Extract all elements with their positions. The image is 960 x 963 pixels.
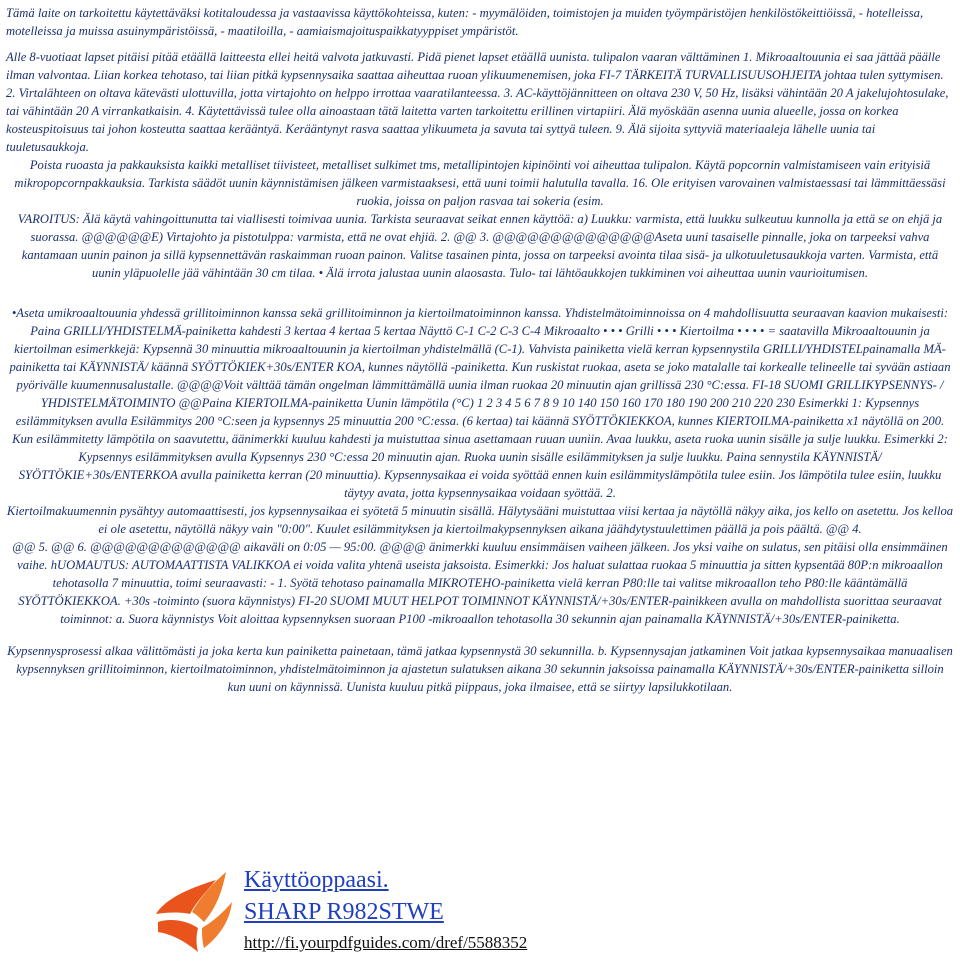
model-link[interactable]: SHARP R982STWE: [244, 899, 444, 925]
paragraph-metal-seals: Poista ruoasta ja pakkauksista kaikki metalliset tiivisteet, metalliset sulkimet tms, metallipintojen kipinöinti voi aiheuttaa tulipalon. Käytä popcornin valmistamiseen vain erityisiä mikropopcornpakkauksia. Tarkista säädöt uunin käynnistämisen jälkeen varmistaaksesi, että uuni toimii halutulla tavalla. 16. Ole erityisen varovainen valmistaessasi tai lämmittäessäsi ruokia, joissa on paljon rasvaa tai sokeria (esim.: [14, 158, 946, 208]
paragraph-multi-stage: @@ 5. @@ 6. @@@@@@@@@@@@@ aikaväli on 0:05 — 95:00. @@@@ änimerkki kuuluu ensimmäisen vaiheen jälkeen. Jos yksi vaihe on sulatus, sen pitäisi olla ensimmäinen vaihe. hUOMAUTUS: AUTOMAATTISTA VALIKKOA ei voida valita yhtenä useista jaksoista. Esimerkki: Jos haluat sulattaa ruokaa 5 minuuttia ja sitten kypsentää 80P:n mikroaallon tehotasolla 7 minuuttia, toimi seuraavasti: - 1. Syötä tehotaso painamalla MIKROTEHO-painiketta vielä kerran P80:lle tai valitse mikroaallon teho P80:lle kääntämällä SYÖTTÖKIEKKOA. +30s -toiminto (suora käynnistys) FI-20 SUOMI MUUT HELPOT TOIMINNOT KÄYNNISTÄ/+30s/ENTER-painikkeen avulla on mahdollista suorittaa seuraavat toiminnot: a. Suora käynnistys Voit aloittaa kypsennyksen suoraan P100 -mikroaallon tehotasolla 30 sekunnin ajan painamalla KÄYNNISTÄ/+30s/ENTER-painiketta.: [12, 540, 948, 626]
paragraph-convection-stop: Kiertoilmakuumennin pysähtyy automaattisesti, jos kypsennysaikaa ei syötetä 5 minuutin sisällä. Hälytysääni muistuttaa viisi kertaa ja näytöllä näkyy aika, jos kello on asetettu. Jos kelloa ei ole asetettu, näytöllä näkyy vain "0:00". Kuulet esilämmityksen ja kiertoilmakypsennyksen aikana jäähdytystuulettimen päällä ja pois päältä. @@ 4.: [6, 504, 954, 536]
guide-url-link[interactable]: http://fi.yourpdfguides.com/dref/5588352: [244, 933, 528, 952]
footer-links: [244, 864, 527, 956]
paragraph-child-safety: Alle 8-vuotiaat lapset pitäisi pitää etäällä laitteesta ellei heitä valvota jatkuvasti. Pidä pienet lapset etäällä uunista. tulipalon vaaran välttäminen 1. Mikroaaltouunia ei saa jättää päälle ilman valvontaa. Liian korkea tehotaso, tai liian pitkä kypsennysaika saattaa aiheuttaa ruoan ylikuumenemisen, joka FI-7 TÄRKEITÄ TURVALLISUUSOHJEITA johtaa tulen syttymisen. 2. Virtalähteen on oltava kätevästi ulottuvilla, jotta virtajohto on helppo irrottaa vaaratilanteessa. 3. AC-käyttöjännitteen on oltava 230 V, 50 Hz, lisäksi vähintään 20 A jakelujohtosulake, tai vähintään 20 A virrankatkaisin. 4. Käytettävissä tulee olla ainoastaan tätä laitetta varten tarkoitettu erillinen virtapiiri. Älä myöskään asenna uunia alueelle, jossa on korkea kosteuspitoisuus tai johon kosteutta saattaa kerääntyä. Kerääntynyt rasva saattaa ylikuumeta ja savuta tai syttyä tuleen. 9. Älä sijoita syttyviä materiaaleja lähelle uunia tai tuuletusaukkoja.: [6, 50, 949, 154]
guide-logo-icon: [146, 862, 234, 954]
footer: [146, 858, 706, 963]
paragraph-grill-combination: •Aseta umikroaaltouunia yhdessä grillitoiminnon kanssa sekä grillitoiminnon ja kiertoilmatoiminnon kanssa. Yhdistelmätoiminnoissa on 4 mahdollisuutta seuraavan kaavion mukaisesti: Paina GRILLI/YHDISTELMÄ-painiketta kahdesti 3 kertaa 4 kertaa 5 kertaa Näyttö C-1 C-2 C-3 C-4 Mikroaalto • • • Grilli • • • Kiertoilma • • • • = saatavilla Mikroaaltouunin ja kiertoilman esimerkkejä: Kypsennä 30 minuuttia mikroaaltouunin ja kiertoilman yhdistelmällä (C-1). Vahvista painiketta vielä kerran kypsennystila GRILLI/YHDISTELpainamalla MÄ-painiketta tai KÄYNNISTÄ/ käännä SYÖTTÖKIEK+30s/ENTER KOA, kunnes näytöllä -painiketta. Kun ruskistat ruokaa, aseta se joko matalalle tai korkealle telineelle tai syvään astiaan pyörivälle kuumennusalustalle. @@@@Voit välttää tämän ongelman lämmittämällä uunia ilman ruokaa 20 minuutin ajan grillissä 230 °C:essa. FI-18 SUOMI GRILLIKYPSENNYS- / YHDISTELMÄTOIMINTO @@Paina KIERTOILMA-painiketta Uunin lämpötila (°C) 1 2 3 4 5 6 7 8 9 10 140 150 160 170 180 190 200 210 220 230 Esimerkki 1: Kypsennys esilämmityksen avulla Esilämmitys 200 °C:seen ja kypsennys 25 minuuttia 200 °C:essa. (6 kertaa) tai käännä SYÖTTÖKIEKKOA, kunnes KIERTOILMA-painiketta x1 näytöllä on 200. Kun esilämmitetty lämpötila on saavutettu, äänimerkki kuuluu kahdesti ja muistuttaa sinua asettamaan ruuan uuniin. Avaa luukku, aseta ruoka uunin sisälle ja sulje luukku. Esimerkki 2: Kypsennys esilämmityksen avulla Kypsennys 230 °C:essa 20 minuutin ajan. Ruoka uunin sisälle esilämmityksen ja sulje luukku. Paina sennystila KÄYNNISTÄ/ SYÖTTÖKIE+30s/ENTERKOA avulla painiketta kerran (20 minuuttia). Kypsennysaikaa ei voida syöttää ennen kuin esilämmityslämpötila tulee esiin. Jos lämpötila tulee esiin, luukku täytyy avata, jotta kypsennysaikaa voidaan syöttää. 2.: [9, 306, 951, 500]
paragraph-warning: VAROITUS: Älä käytä vahingoittunutta tai viallisesti toimivaa uunia. Tarkista seuraavat seikat ennen käyttöä: a) Luukku: varmista, että luukku sulkeutuu kunnolla ja että se on ehjä ja suorassa. @@@@@@E) Virtajohto ja pistotulppa: varmista, että ne ovat ehjiä. 2. @@ 3. @@@@@@@@@@@@@@Aseta uuni tasaiselle pinnalle, joka on tarpeeksi vahva kantamaan uunin painon ja sillä kypsennettävän raskaimman ruoan painon. Valitse tasainen pinta, jossa on tarpeeksi avointa tilaa sisä- ja ulkotuuletusaukkoja varten. Varmista, että uunin yläpuolelle jää vähintään 30 cm tilaa. • Älä irrota jalustaa uunin alaosasta. Tulo- tai lähtöaukkojen tukkiminen voi aiheuttaa uunin vaurioitumisen.: [17, 212, 943, 280]
paragraph-intended-use: Tämä laite on tarkoitettu käytettäväksi kotitaloudessa ja vastaavissa käyttökohteissa, kuten: - myymälöiden, toimistojen ja muiden työympäristöjen henkilöstökeittiöissä, - hotelleissa, motelleissa ja muissa asuinympäristöissä, - maatiloilla, - aamiaismajoituspaikkatyyppiset ympäristöt.: [6, 6, 924, 38]
guide-title-link[interactable]: Käyttöoppaasi.: [244, 867, 389, 893]
paragraph-cooking-extension: Kypsennysprosessi alkaa välittömästi ja joka kerta kun painiketta painetaan, tämä jatkaa kypsennystä 30 sekunnilla. b. Kypsennysajan jatkaminen Voit jatkaa kypsennysaikaa manuaalisen kypsennyksen grillitoiminnon, kiertoilmatoiminnon, yhdistelmätoiminnon ja ajastetun sulatuksen aikana 30 sekunnin jaksoissa painamalla KÄYNNISTÄ/+30s/ENTER-painiketta silloin kun uuni on käynnissä. Uunista kuuluu pitkä piippaus, joka ilmaisee, että se siirtyy lapsilukkotilaan.: [7, 644, 953, 694]
